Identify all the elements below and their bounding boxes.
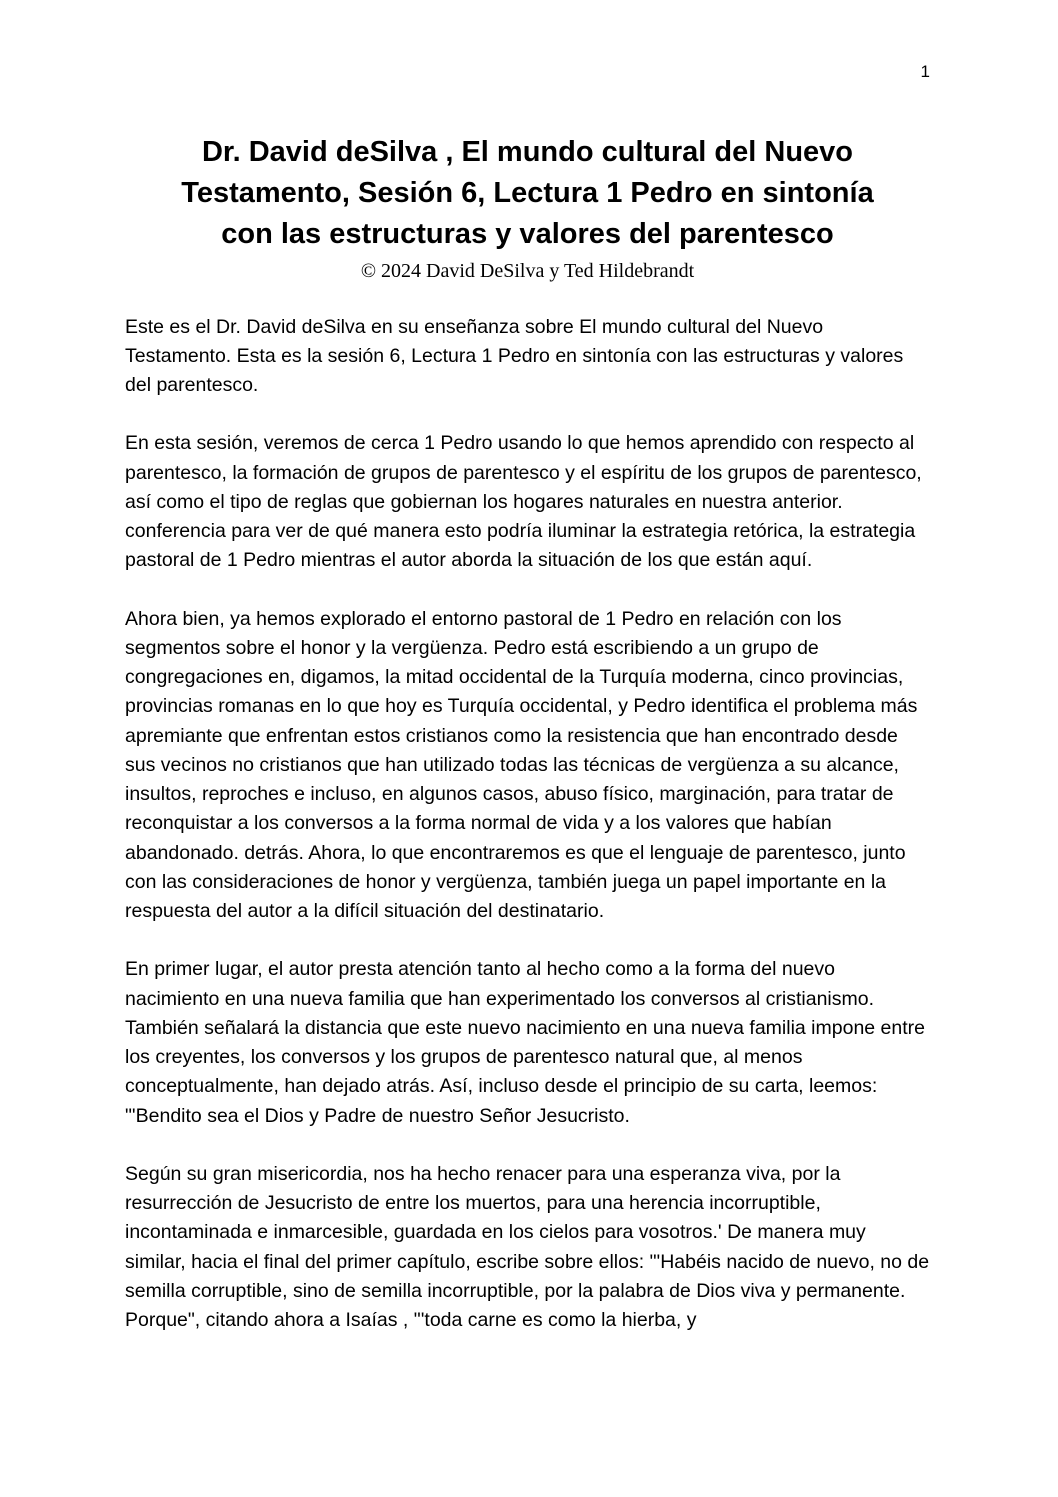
document-title-line-3: con las estructuras y valores del parentesco (221, 218, 834, 251)
paragraph-intro: Este es el Dr. David deSilva en su enseñanza sobre El mundo cultural del Nuevo Testamento. Esta es la sesión 6, Lectura 1 Pedro en sintonía con las estructuras y valores del parentesco. (125, 315, 904, 397)
copyright-line: © 2024 David DeSilva y Ted Hildebrandt (360, 259, 695, 282)
paragraph-new-birth: En primer lugar, el autor presta atención tanto al hecho como a la forma del nuevo nacimiento en una nueva familia que han experimentado los conversos al cristianismo. También señalará la distancia que este nuevo nacimiento en una nueva familia impone entre los creyentes, los conversos y los grupos de parentesco natural que, al menos conceptualmente, han dejado atrás. Así, incluso desde el principio de su carta, leemos: "'Bendito sea el Dios y Padre de nuestro Señor Jesucristo. (125, 958, 926, 1127)
paragraph-pastoral-context: Ahora bien, ya hemos explorado el entorno pastoral de 1 Pedro en relación con los segmentos sobre el honor y la vergüenza. Pedro está escribiendo a un grupo de congregaciones en, digamos, la mitad occidental de la Turquía moderna, cinco provincias, provincias romanas en lo que hoy es Turquía occidental, y Pedro identifica el problema más apremiante que enfrentan estos cristianos como la resistencia que han encontrado desde sus vecinos no cristianos que han utilizado todas las técnicas de vergüenza a su alcance, insultos, reproches e incluso, en algunos casos, abuso físico, marginación, para tratar de reconquistar a los conversos a la forma normal de vida y a los valores que habían abandonado. detrás. Ahora, lo que encontraremos es que el lenguaje de parentesco, junto con las consideraciones de honor y vergüenza, también juega un papel importante en la respuesta del autor a la difícil situación del destinatario. (125, 607, 918, 923)
paragraph-session-overview: En esta sesión, veremos de cerca 1 Pedro usando lo que hemos aprendido con respecto al parentesco, la formación de grupos de parentesco y el espíritu de los grupos de parentesco, así como el tipo de reglas que gobiernan los hogares naturales en nuestra anterior. conferencia para ver de qué manera esto podría iluminar la estrategia retórica, la estrategia pastoral de 1 Pedro mientras el autor aborda la situación de los que están aquí. (125, 432, 922, 572)
page-number: 1 (920, 62, 930, 81)
paragraph-quotations: Según su gran misericordia, nos ha hecho renacer para una esperanza viva, por la resurrección de Jesucristo de entre los muertos, para una herencia incorruptible, incontaminada e inmarcesible, guardada en los cielos para vosotros.' De manera muy similar, hacia el final del primer capítulo, escribe sobre ellos: "'Habéis nacido de nuevo, no de semilla corruptible, sino de semilla incorruptible, por la palabra de Dios viva y permanente. Porque", citando ahora a Isaías , "'toda carne es como la hierba, y (125, 1162, 930, 1332)
document-title (125, 132, 930, 256)
document-title-line-1: Dr. David deSilva , El mundo cultural del Nuevo (201, 136, 854, 168)
document-body (125, 313, 930, 1336)
document-title-line-2: Testamento, Sesión 6, Lectura 1 Pedro en sintonía (181, 177, 874, 210)
